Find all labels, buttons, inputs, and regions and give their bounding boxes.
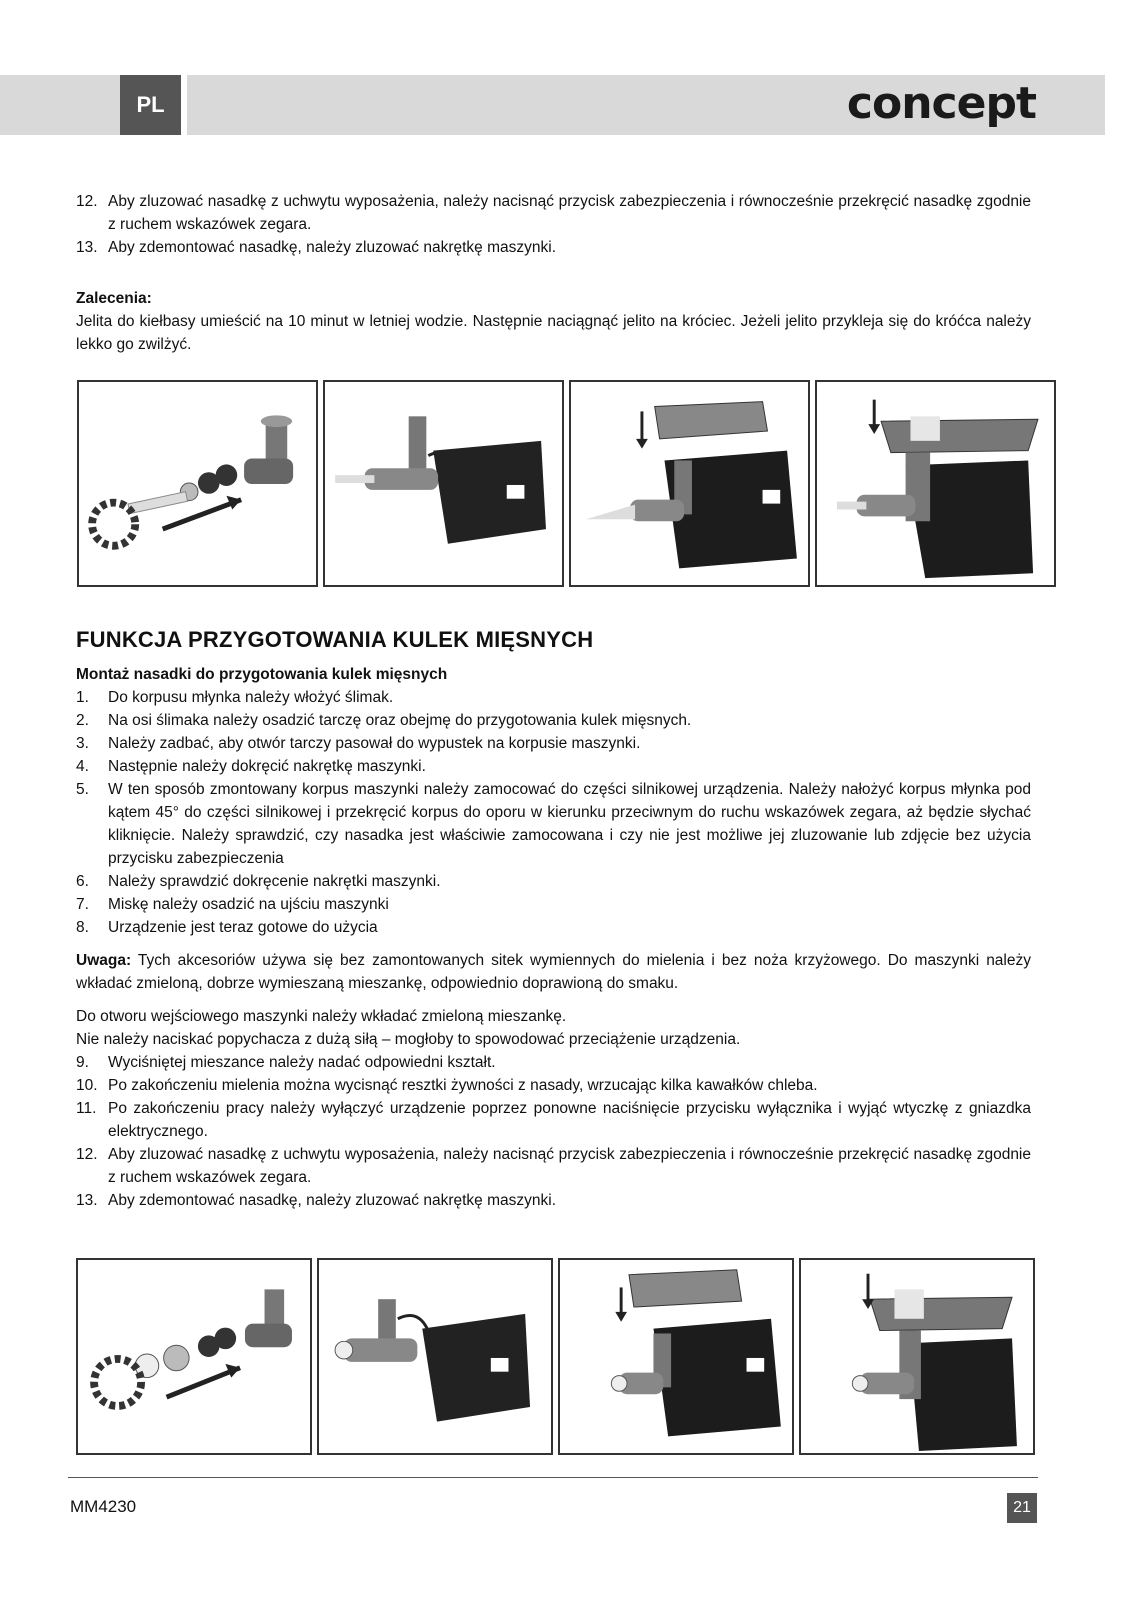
meatball-section: [76, 628, 1031, 1212]
figure-tray-mounting: [558, 1258, 794, 1455]
recommendations: [76, 287, 1031, 356]
list-item: 9. Wyciśniętej mieszance należy nadać odpowiedni kształt.: [76, 1054, 496, 1071]
list-item: 2. Na osi ślimaka należy osadzić tarczę oraz obejmę do przygotowania kulek mięsnych.: [76, 712, 692, 729]
footer-divider: [68, 1477, 1038, 1478]
figure-parts-exploded: [76, 1258, 312, 1455]
list-item: 10. Po zakończeniu mielenia można wycisnąć resztki żywności z nasady, wrzucając kilka kawałków chleba.: [76, 1077, 818, 1094]
figure-tray-mounting: [569, 380, 810, 587]
list-item: 7. Miskę należy osadzić na ujściu maszynki: [76, 896, 389, 913]
list-item: 3. Należy zadbać, aby otwór tarczy pasował do wypustek na korpusie maszynki.: [76, 735, 641, 752]
list-item: 6. Należy sprawdzić dokręcenie nakrętki maszynki.: [76, 873, 441, 890]
recommendations-text: Jelita do kiełbasy umieścić na 10 minut w letniej wodzie. Następnie naciągnąć jelito na króciec. Jeżeli jelito przykleja się do króćca należy lekko go zwilżyć.: [76, 313, 1031, 353]
brand-logo: concept: [846, 78, 1036, 129]
top-steps: [76, 190, 1031, 259]
figure-parts-exploded: [77, 380, 318, 587]
recommendations-heading: Zalecenia:: [76, 290, 152, 307]
list-item: 1. Do korpusu młynka należy włożyć ślimak.: [76, 689, 394, 706]
figure-complete-device: [815, 380, 1056, 587]
section-title: FUNKCJA PRZYGOTOWANIA KULEK MIĘSNYCH: [76, 627, 594, 652]
figure-assembled-on-motor: [317, 1258, 553, 1455]
note: [76, 949, 1031, 995]
paragraph: Do otworu wejściowego maszynki należy wkładać zmieloną mieszankę.: [76, 1008, 567, 1025]
figure-complete-device: [799, 1258, 1035, 1455]
list-item: 12. Aby zluzować nasadkę z uchwytu wyposażenia, należy nacisnąć przycisk zabezpieczenia i równocześnie przekręcić nasadkę zgodnie z ruchem wskazówek zegara.: [76, 193, 1031, 233]
list-item: 11. Po zakończeniu pracy należy wyłączyć urządzenie poprzez ponowne naciśnięcie przycisku wyłącznika i wyjąć wtyczkę z gniazdka elektrycznego.: [76, 1100, 1031, 1140]
page-number: 21: [1007, 1493, 1037, 1523]
list-item: 5. W ten sposób zmontowany korpus maszynki należy zamocować do części silnikowej urządzenia. Należy nałożyć korpus młynka pod kątem 45° do części silnikowej i przekręcić korpus do oporu w kierunku przeciwnym do ruchu wskazówek zegara, aż będzie słychać kliknięcie. Należy sprawdzić, czy nasadka jest właściwie zamocowana i czy nie jest możliwe jej zluzowanie lub zdjęcie bez użycia przycisku zabezpieczenia: [76, 781, 1031, 867]
paragraph: Nie należy naciskać popychacza z dużą siłą – mogłoby to spowodować przeciążenie urządzenia.: [76, 1031, 741, 1048]
list-item: 8. Urządzenie jest teraz gotowe do użycia: [76, 919, 378, 936]
header-divider: [181, 75, 187, 135]
list-item: 13. Aby zdemontować nasadkę, należy zluzować nakrętkę maszynki.: [76, 1192, 556, 1209]
note-text: Tych akcesoriów używa się bez zamontowanych sitek wymiennych do mielenia i bez noża krzyżowego. Do maszynki należy wkładać zmieloną, dobrze wymieszaną mieszankę, odpowiednio doprawioną do smaku.: [76, 952, 1031, 992]
figure-row-meatball: [76, 1258, 1035, 1455]
figure-row-sausage: [77, 380, 1056, 587]
figure-assembled-on-motor: [323, 380, 564, 587]
list-item: 12. Aby zluzować nasadkę z uchwytu wyposażenia, należy nacisnąć przycisk zabezpieczenia i równocześnie przekręcić nasadkę zgodnie z ruchem wskazówek zegara.: [76, 1146, 1031, 1186]
section-subtitle: Montaż nasadki do przygotowania kulek mięsnych: [76, 666, 448, 683]
note-label: Uwaga:: [76, 952, 132, 969]
list-item: 13. Aby zdemontować nasadkę, należy zluzować nakrętkę maszynki.: [76, 239, 556, 256]
list-item: 4. Następnie należy dokręcić nakrętkę maszynki.: [76, 758, 426, 775]
language-tab: PL: [120, 75, 181, 135]
model-number: MM4230: [70, 1497, 137, 1516]
